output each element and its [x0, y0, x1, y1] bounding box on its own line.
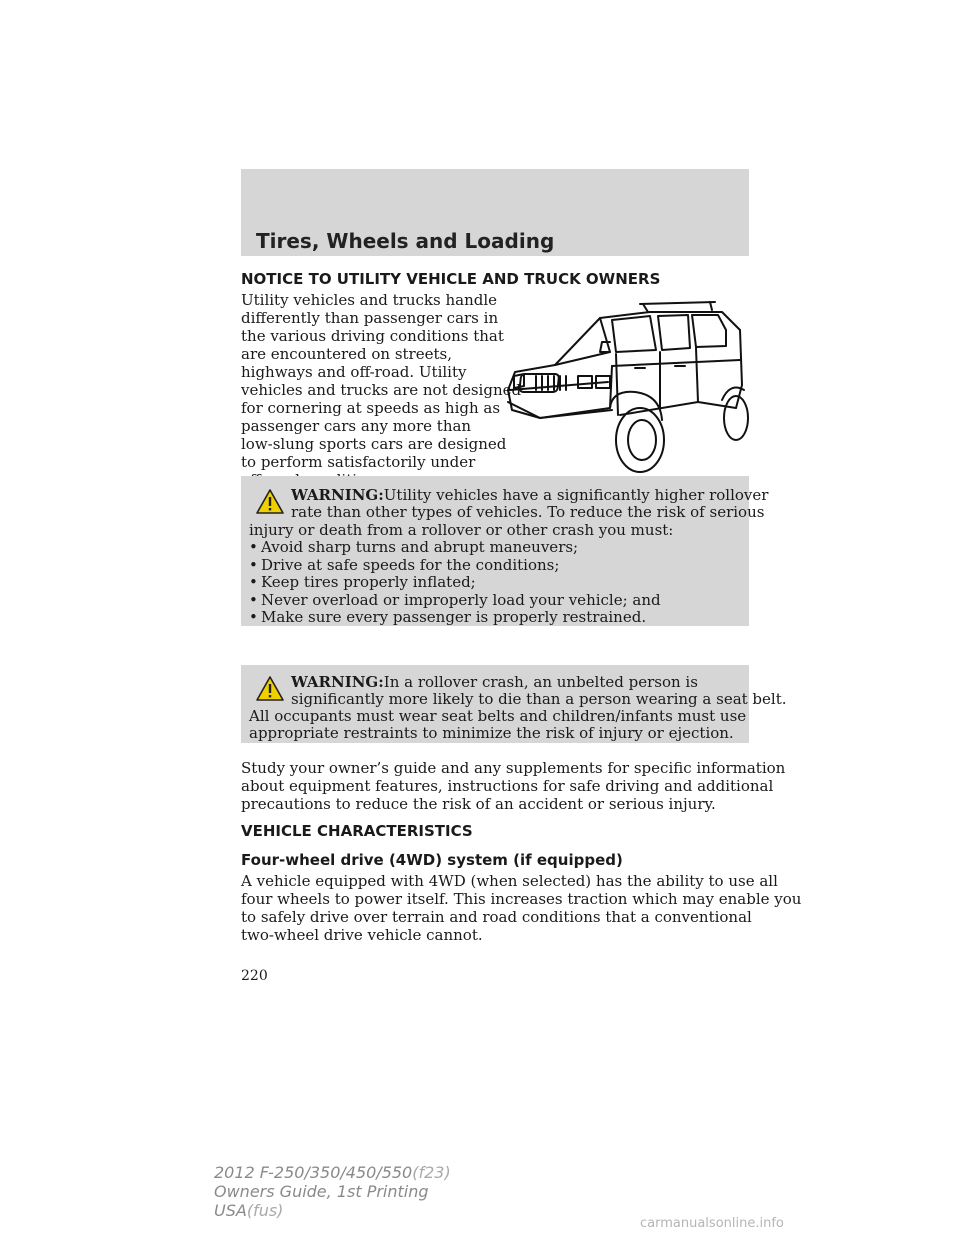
- study-paragraph: [241, 759, 785, 813]
- warning-line: rate than other types of vehicles. To reduce the risk of serious: [291, 503, 765, 521]
- notice-paragraph: [241, 291, 521, 489]
- warning-bullet-item: • Never overload or improperly load your vehicle; and: [249, 590, 661, 609]
- warning-line: injury or death from a rollover or other crash you must:: [249, 520, 674, 539]
- warning-triangle-icon: [255, 488, 285, 515]
- warning-first-line: WARNING:Utility vehicles have a significantly higher rollover: [291, 486, 769, 504]
- paragraph-line: four wheels to power itself. This increases traction which may enable you: [241, 890, 802, 908]
- paragraph-line: Study your owner’s guide and any supplements for specific information: [241, 759, 786, 777]
- paragraph-line: passenger cars any more than: [241, 417, 472, 435]
- paragraph-line: about equipment features, instructions for safe driving and additional: [241, 777, 774, 795]
- notice-heading: NOTICE TO UTILITY VEHICLE AND TRUCK OWNERS: [241, 270, 661, 288]
- bullet-icon: •: [249, 538, 258, 556]
- paragraph-line: highways and off-road. Utility: [241, 363, 467, 381]
- warning-first-line: WARNING:In a rollover crash, an unbelted person is: [291, 673, 698, 691]
- warning-bullet-item: • Drive at safe speeds for the conditions;: [249, 555, 560, 574]
- warning-bullet-item: • Keep tires properly inflated;: [249, 573, 476, 591]
- warning-label: WARNING:: [291, 486, 384, 504]
- warning-bullet-item: • Avoid sharp turns and abrupt maneuvers;: [249, 538, 579, 556]
- bullet-icon: •: [249, 555, 258, 574]
- paragraph-line: two-wheel drive vehicle cannot.: [241, 926, 483, 944]
- paragraph-line: A vehicle equipped with 4WD (when selected) has the ability to use all: [241, 872, 778, 890]
- rollover-warning-box: [241, 476, 769, 626]
- paragraph-line: to safely drive over terrain and road conditions that a conventional: [241, 908, 752, 926]
- bullet-icon: •: [249, 608, 258, 626]
- paragraph-line: precautions to reduce the risk of an accident or serious injury.: [241, 795, 716, 813]
- warning-bullet-item: • Make sure every passenger is properly restrained.: [249, 608, 647, 626]
- section-title: Tires, Wheels and Loading: [256, 229, 555, 253]
- document-footer: 2012 F-250/350/450/550(f23) Owners Guide, 1st Printing USA(fus): [214, 1163, 451, 1220]
- paragraph-line: to perform satisfactorily under: [241, 453, 476, 471]
- paragraph-line: for cornering at speeds as high as: [241, 399, 501, 417]
- vehicle-characteristics-heading: VEHICLE CHARACTERISTICS: [241, 822, 473, 840]
- bullet-icon: •: [249, 573, 258, 591]
- paragraph-line: the various driving conditions that: [241, 327, 504, 345]
- paragraph-line: vehicles and trucks are not designed: [241, 381, 522, 399]
- 4wd-subheading: Four-wheel drive (4WD) system (if equipped): [241, 851, 623, 869]
- watermark: carmanualsonline.info: [640, 1216, 784, 1231]
- paragraph-line: differently than passenger cars in: [241, 309, 499, 327]
- warning-triangle-icon: [255, 675, 285, 702]
- seatbelt-warning-box: [241, 665, 787, 743]
- paragraph-line: low-slung sports cars are designed: [241, 435, 507, 453]
- warning-line: All occupants must wear seat belts and children/infants must use: [249, 707, 747, 725]
- 4wd-paragraph: [241, 872, 801, 944]
- page-number: 220: [241, 968, 268, 984]
- paragraph-line: Utility vehicles and trucks handle: [241, 291, 498, 309]
- warning-line: appropriate restraints to minimize the risk of injury or ejection.: [249, 724, 734, 742]
- suv-illustration-icon: [500, 290, 755, 480]
- warning-label: WARNING:: [291, 673, 384, 691]
- paragraph-line: are encountered on streets,: [241, 345, 452, 363]
- warning-line: significantly more likely to die than a person wearing a seat belt.: [291, 690, 787, 708]
- bullet-icon: •: [249, 590, 258, 609]
